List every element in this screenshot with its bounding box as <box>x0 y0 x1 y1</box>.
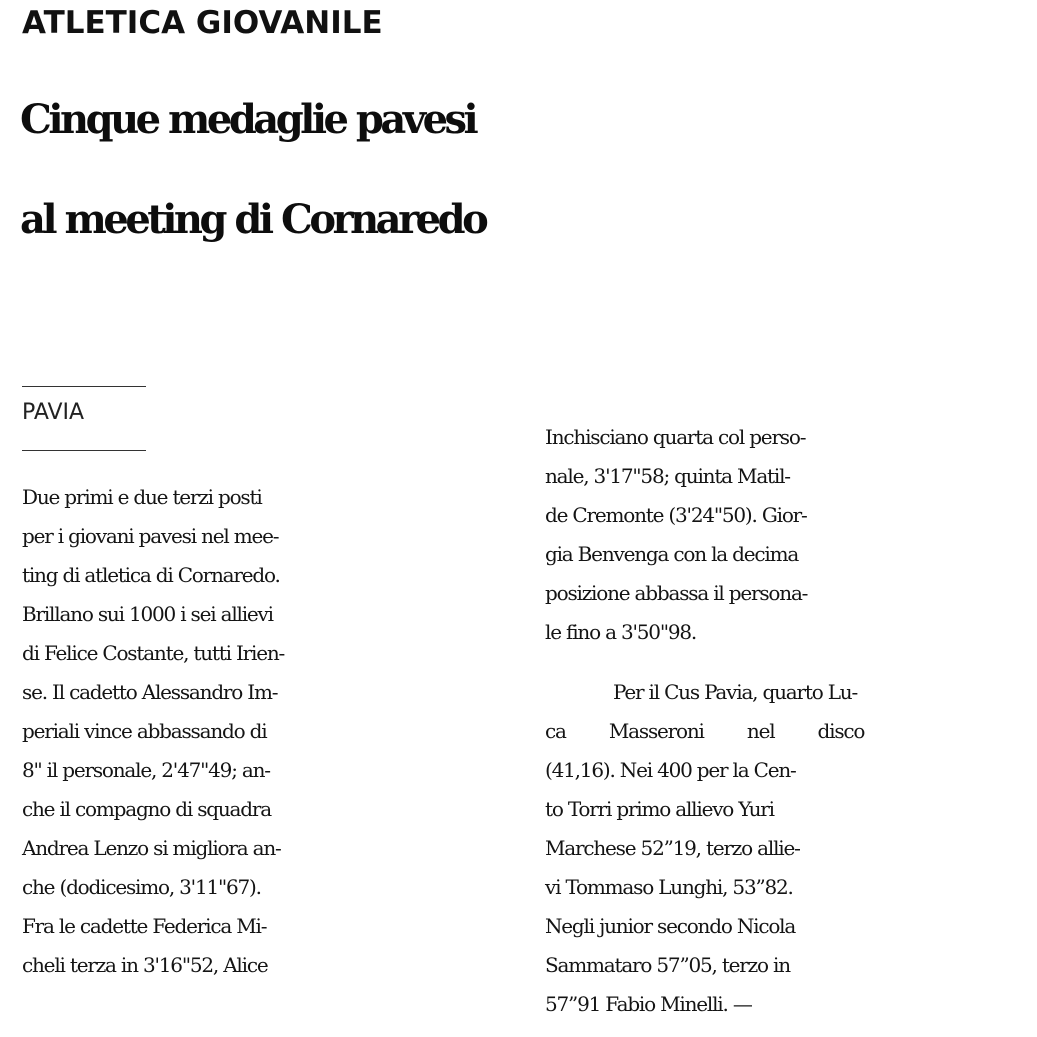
text-line: vi Tommaso Lunghi, 53”82. <box>545 875 793 899</box>
text-line: periali vince abbassando di <box>22 719 267 743</box>
text-line: gia Benvenga con la decima <box>545 542 799 566</box>
headline-line-1: Cinque medaglie pavesi <box>20 96 476 143</box>
text-line: Per il Cus Pavia, quarto Lu- <box>613 680 858 704</box>
text-line: che il compagno di squadra <box>22 797 271 821</box>
text-line: nale, 3'17"58; quinta Matil- <box>545 464 790 488</box>
text-line: Fra le cadette Federica Mi- <box>22 914 267 938</box>
text-line: ca Masseroni nel disco <box>545 719 865 743</box>
text-line: Sammataro 57”05, terzo in <box>545 953 790 977</box>
text-line: Marchese 52”19, terzo allie- <box>545 836 800 860</box>
text-line: posizione abbassa il persona- <box>545 581 808 605</box>
text-line: le fino a 3'50"98. <box>545 620 697 644</box>
text-line: to Torri primo allievo Yuri <box>545 797 774 821</box>
section-kicker: ATLETICA GIOVANILE <box>22 5 383 41</box>
text-line: de Cremonte (3'24"50). Gior- <box>545 503 807 527</box>
dateline-rule-top <box>22 386 146 387</box>
article-headline <box>20 70 1030 270</box>
text-line: ting di atletica di Cornaredo. <box>22 563 280 587</box>
article-column-right <box>545 418 1025 1024</box>
text-line: 57”91 Fabio Minelli. — <box>545 992 752 1016</box>
text-line: cheli terza in 3'16"52, Alice <box>22 953 268 977</box>
paragraph-gap <box>545 652 1025 673</box>
text-line: 8" il personale, 2'47"49; an- <box>22 758 270 782</box>
dateline: PAVIA <box>22 400 85 425</box>
text-line: di Felice Costante, tutti Irien- <box>22 641 285 665</box>
text-line: Due primi e due terzi posti <box>22 485 262 509</box>
text-line: (41,16). Nei 400 per la Cen- <box>545 758 796 782</box>
text-line: Negli junior secondo Nicola <box>545 914 796 938</box>
text-line: se. Il cadetto Alessandro Im- <box>22 680 278 704</box>
text-line: che (dodicesimo, 3'11"67). <box>22 875 261 899</box>
text-line: Brillano sui 1000 i sei allievi <box>22 602 273 626</box>
text-line: Andrea Lenzo si migliora an- <box>22 836 281 860</box>
text-line: per i giovani pavesi nel mee- <box>22 524 279 548</box>
text-line: Inchisciano quarta col perso- <box>545 425 806 449</box>
article-column-left <box>22 478 502 985</box>
dateline-rule-bottom <box>22 450 146 451</box>
headline-line-2: al meeting di Cornaredo <box>20 196 486 243</box>
